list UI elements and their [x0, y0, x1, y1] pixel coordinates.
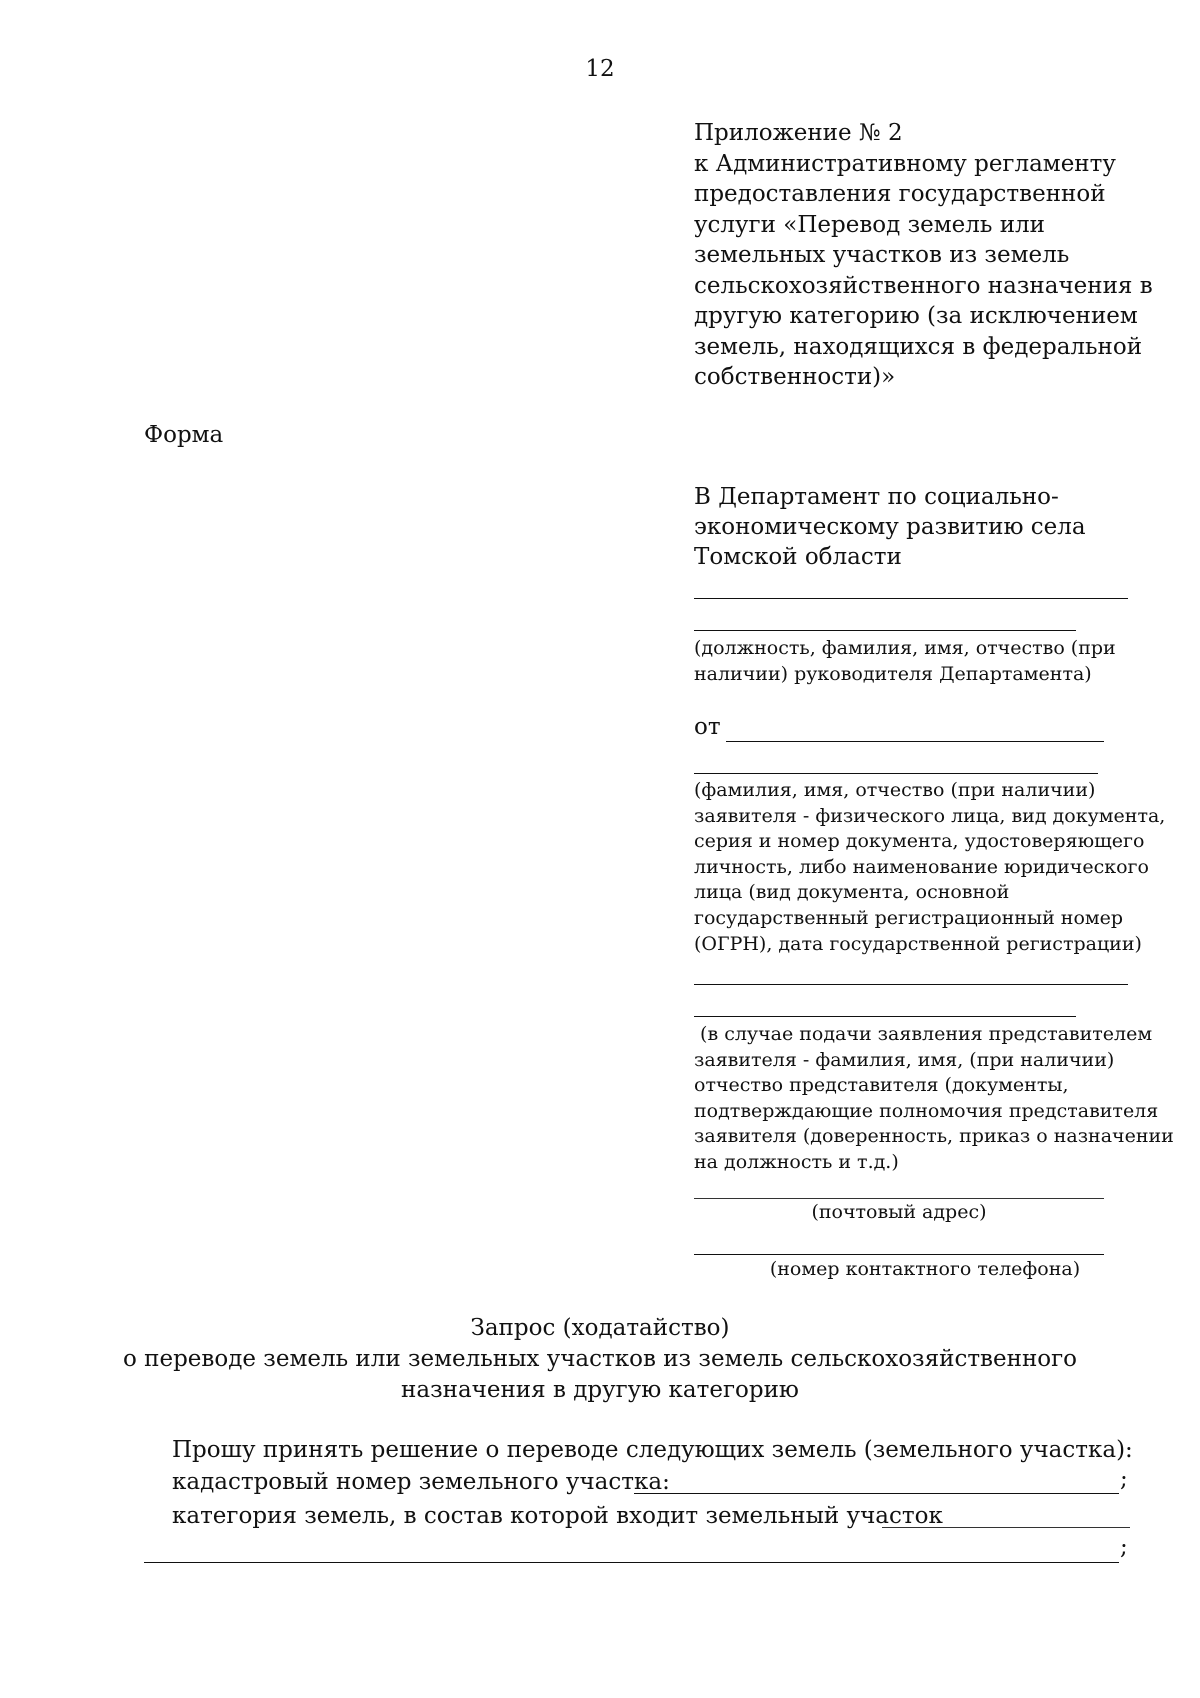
caption-line: лица (вид документа, основной	[694, 881, 1010, 904]
cadastral-label: кадастровый номер земельного участка:	[172, 1469, 670, 1495]
appendix-header	[694, 118, 1164, 393]
caption-line: подтверждающие полномочия представителя	[694, 1099, 1159, 1122]
cadastral-number-field[interactable]	[634, 1493, 1119, 1494]
head-caption	[694, 636, 1174, 687]
land-category-field-continued[interactable]	[144, 1562, 1119, 1563]
addressee-line: В Департамент по социально-	[694, 484, 1059, 510]
from-label: от	[694, 714, 721, 740]
applicant-line-2[interactable]	[694, 773, 1098, 774]
semicolon: ;	[1120, 1466, 1128, 1492]
caption-line: (должность, фамилия, имя, отчество (при	[694, 637, 1116, 659]
appendix-line: услуги «Перевод земель или	[694, 211, 1045, 238]
appendix-line: земельных участков из земель	[694, 242, 1070, 268]
applicant-line-1[interactable]	[726, 741, 1104, 742]
caption-line: наличии) руководителя Департамента)	[694, 662, 1092, 685]
head-name-line-1[interactable]	[694, 598, 1128, 599]
postal-address-caption: (почтовый адрес)	[811, 1201, 987, 1223]
caption-line: серия и номер документа, удостоверяющего	[694, 830, 1145, 853]
appendix-line: предоставления государственной	[694, 181, 1106, 207]
appendix-line: сельскохозяйственного назначения в	[694, 272, 1153, 299]
appendix-line: земель, находящихся в федеральной	[694, 333, 1143, 360]
applicant-caption	[694, 778, 1174, 957]
caption-line: заявителя - физического лица, вид документа,	[694, 804, 1166, 827]
title-line: о переводе земель или земельных участков из земель сельскохозяйственного	[122, 1346, 1078, 1372]
title-line: Запрос (ходатайство)	[470, 1315, 730, 1341]
representative-line-1[interactable]	[694, 984, 1128, 985]
appendix-line: Приложение № 2	[694, 120, 903, 146]
caption-line: государственный регистрационный номер	[694, 906, 1124, 929]
land-category-field[interactable]	[882, 1527, 1130, 1528]
semicolon: ;	[1120, 1534, 1128, 1560]
phone-line[interactable]	[694, 1254, 1104, 1255]
caption-line: на должность и т.д.)	[694, 1150, 899, 1173]
caption-line: (фамилия, имя, отчество (при наличии)	[694, 779, 1096, 801]
appendix-line: другую категорию (за исключением	[694, 303, 1138, 329]
representative-line-2[interactable]	[694, 1016, 1076, 1017]
caption-line: (ОГРН), дата государственной регистрации)	[694, 932, 1142, 955]
representative-caption	[694, 1022, 1174, 1176]
appendix-line: собственности)»	[694, 364, 896, 390]
addressee-line: экономическому развитию села	[694, 514, 1086, 540]
caption-line: заявителя (доверенность, приказ о назначении	[694, 1125, 1174, 1148]
page-number: 12	[585, 56, 615, 82]
land-category-label: категория земель, в состав которой входит земельный участок	[172, 1503, 943, 1529]
appendix-line: к Административному регламенту	[694, 150, 1116, 177]
caption-line: (в случае подачи заявления представителем	[694, 1023, 1153, 1045]
addressee-line: Томской области	[694, 544, 902, 570]
form-label: Форма	[144, 422, 224, 448]
caption-line: отчество представителя (документы,	[694, 1074, 1069, 1097]
caption-line: заявителя - фамилия, имя, (при наличии)	[694, 1048, 1115, 1071]
title-line: назначения в другую категорию	[401, 1377, 799, 1403]
phone-caption: (номер контактного телефона)	[769, 1258, 1081, 1280]
request-title	[0, 1313, 1200, 1406]
request-line-1: Прошу принять решение о переводе следующих земель (земельного участка):	[172, 1437, 1133, 1463]
postal-address-line[interactable]	[694, 1198, 1104, 1199]
head-name-line-2[interactable]	[694, 630, 1076, 631]
caption-line: личность, либо наименование юридического	[694, 855, 1149, 878]
addressee-block	[694, 482, 1164, 572]
